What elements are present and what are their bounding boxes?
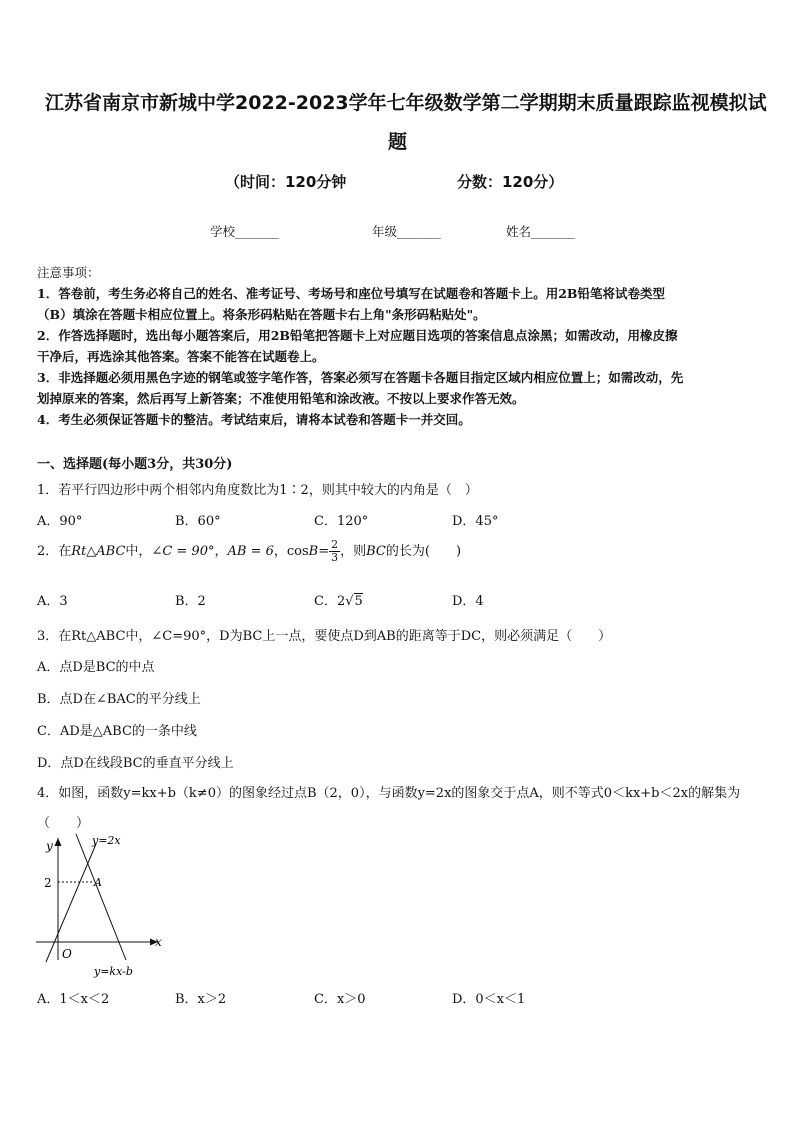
q2-text: 2．在 bbox=[37, 544, 72, 559]
q2-text: ， bbox=[214, 544, 228, 559]
q2-option-d: D．4 bbox=[452, 594, 484, 609]
notes-line: 1．答卷前，考生务必将自己的姓名、准考证号、考场号和座位号填写在试题卷和答题卡上。用2B铅笔将试卷类型 bbox=[37, 286, 665, 301]
q2-option-a: A．3 bbox=[37, 594, 68, 609]
line-y-kx-b bbox=[76, 834, 126, 960]
q1-option-c: C．120° bbox=[314, 514, 369, 529]
notes-line: 划掉原来的答案，然后再写上新答案；不准使用铅笔和涂改液。不按以上要求作答无效。 bbox=[37, 391, 525, 406]
q2-fraction-den: 3 bbox=[331, 551, 339, 564]
q1-option-d: D．45° bbox=[452, 514, 499, 529]
tick-2-label: 2 bbox=[44, 876, 52, 890]
q2-option-b: B．2 bbox=[175, 594, 206, 609]
q3-option-a: A．点D是BC的中点 bbox=[37, 660, 155, 675]
q4-option-d: D．0＜x＜1 bbox=[452, 992, 526, 1007]
exam-score: 分数：120分） bbox=[457, 173, 564, 191]
q1-option-a: A．90° bbox=[37, 514, 83, 529]
line2-label: y=kx-b bbox=[94, 965, 133, 978]
question-3-stem: 3．在Rt△ABC中，∠C=90°，D为BC上一点，要使点D到AB的距离等于DC，则必须满足（ ） bbox=[37, 629, 612, 644]
section-heading: 一、选择题(每小题3分，共30分) bbox=[37, 457, 233, 472]
q2-b: B bbox=[308, 544, 319, 559]
q2-fraction bbox=[329, 539, 340, 564]
origin-label: O bbox=[62, 947, 72, 961]
notes-line: 干净后，再选涂其他答案。答案不能答在试题卷上。 bbox=[37, 349, 325, 364]
sqrt-icon: √ bbox=[345, 594, 354, 609]
name-field: 姓名_______ bbox=[506, 224, 575, 239]
q2-option-c bbox=[314, 590, 363, 609]
grade-field: 年级_______ bbox=[372, 224, 441, 239]
y-axis-arrow-icon bbox=[55, 838, 62, 846]
y-axis-label: y bbox=[46, 839, 53, 853]
q2-option-c-label: C．2 bbox=[314, 594, 346, 609]
question-4-stem: 4．如图，函数y=kx+b（k≠0）的图象经过点B（2，0），与函数y=2x的图象交于点A，则不等式0＜kx+b＜2x的解集为 bbox=[37, 786, 741, 801]
school-field: 学校_______ bbox=[210, 224, 279, 239]
notes-line: 3．非选择题必须用黑色字迹的钢笔或签字笔作答，答案必须写在答题卡各题目指定区域内相应位置上；如需改动，先 bbox=[37, 370, 684, 385]
q3-option-d: D．点D在线段BC的垂直平分线上 bbox=[37, 756, 234, 771]
q4-option-a: A．1＜x＜2 bbox=[37, 992, 110, 1007]
line-y-2x bbox=[46, 844, 96, 962]
point-a-label: A bbox=[94, 876, 102, 889]
paper-title-line1: 江苏省南京市新城中学2022-2023学年七年级数学第二学期期末质量跟踪监视模拟试 bbox=[45, 92, 767, 114]
q2-bc: BC bbox=[366, 544, 386, 559]
function-graph bbox=[30, 830, 180, 980]
q2-text: 中， bbox=[125, 544, 152, 559]
q4-option-b: B．x＞2 bbox=[175, 992, 227, 1007]
q2-ab: AB = 6 bbox=[227, 544, 274, 559]
exam-time: （时间：120分钟 bbox=[225, 173, 347, 191]
question-2-stem bbox=[37, 537, 461, 567]
q2-angle: ∠C = 90° bbox=[151, 544, 215, 559]
line1-label: y=2x bbox=[92, 834, 121, 847]
notes-line: （B）填涂在答题卡相应位置上。将条形码粘贴在答题卡右上角"条形码粘贴处"。 bbox=[37, 307, 486, 322]
q2-eq: = bbox=[318, 544, 330, 559]
q2-fraction-num: 2 bbox=[331, 538, 339, 551]
q2-text: ，则 bbox=[340, 544, 367, 559]
notes-heading: 注意事项： bbox=[37, 265, 100, 280]
question-1-stem: 1．若平行四边形中两个相邻内角度数比为1∶2，则其中较大的内角是（ ） bbox=[37, 483, 478, 498]
notes-line: 2．作答选择题时，选出每小题答案后，用2B铅笔把答题卡上对应题目选项的答案信息点涂黑；如需改动，用橡皮擦 bbox=[37, 328, 678, 343]
x-axis-label: x bbox=[155, 935, 162, 949]
paper-title-line2: 题 bbox=[388, 131, 408, 153]
q1-option-b: B．60° bbox=[175, 514, 221, 529]
q2-triangle: Rt△ABC bbox=[71, 544, 126, 559]
notes-line: 4．考生必须保证答题卡的整洁。考试结束后，请将本试卷和答题卡一并交回。 bbox=[37, 412, 471, 427]
notes-block bbox=[37, 262, 683, 430]
q3-option-c: C．AD是△ABC的一条中线 bbox=[37, 724, 197, 739]
q2-option-c-radicand: 5 bbox=[354, 594, 363, 609]
q2-text: 的长为( ) bbox=[385, 544, 462, 559]
q4-option-c: C．x＞0 bbox=[314, 992, 366, 1007]
question-4-bracket: （ ） bbox=[37, 816, 90, 831]
q2-text: ，cos bbox=[273, 544, 309, 559]
q3-option-b: B．点D在∠BAC的平分线上 bbox=[37, 692, 201, 707]
